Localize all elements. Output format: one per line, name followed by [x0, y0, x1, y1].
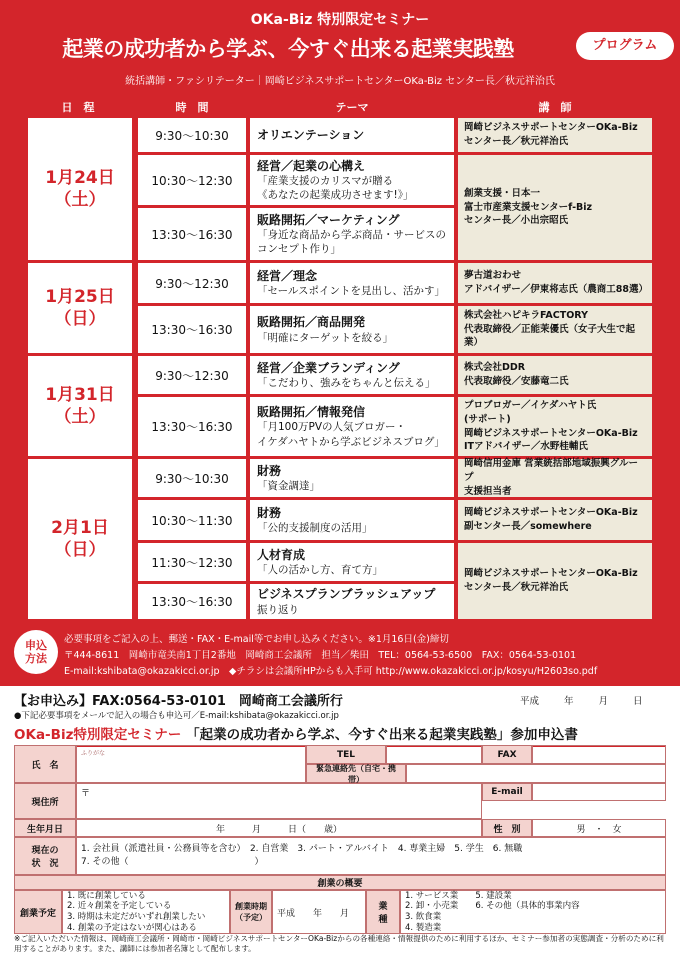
session-time: 13:30～16:30	[138, 208, 246, 260]
emergency-label: 緊急連絡先（自宅・携帯）	[306, 764, 406, 783]
session-time: 9:30～10:30	[138, 459, 246, 497]
fax-field[interactable]	[532, 745, 666, 764]
birth-label: 生年月日	[14, 819, 76, 837]
date-cell	[28, 263, 132, 353]
tel-field[interactable]	[386, 745, 482, 764]
theme-title: 経営／企業ブランディング	[257, 360, 400, 375]
speaker: 夢古道おわせ アドバイザー／伊東将志氏（農商工88選）	[458, 263, 652, 303]
speaker: 岡崎ビジネスサポートセンターOKa-Biz センター長／秋元祥治氏	[458, 118, 652, 152]
theme-detail: 「こだわり、強みをちゃんと伝える」	[257, 377, 436, 389]
session-theme	[250, 584, 454, 619]
col-theme: テーマ	[335, 101, 369, 114]
session-time: 9:30～12:30	[138, 356, 246, 394]
name-label: 氏 名	[14, 745, 76, 783]
session-time: 10:30～12:30	[138, 155, 246, 205]
date-cell	[28, 356, 132, 456]
seminar-org: OKa-Biz特別限定セミナー	[14, 727, 182, 743]
speaker: 岡崎ビジネスサポートセンターOKa-Biz センター長／秋元祥治氏	[458, 543, 652, 619]
theme-title: 人材育成	[257, 547, 306, 562]
theme-detail: 「明確にターゲットを絞る」	[257, 331, 394, 344]
session-theme	[250, 263, 454, 303]
session-theme	[250, 543, 454, 581]
plan-time-field[interactable]: 平成 年 月	[272, 890, 366, 934]
session-time: 9:30～12:30	[138, 263, 246, 303]
speaker: 創業支援・日本一 富士市産業支援センターf-Biz センター長／小出宗昭氏	[458, 155, 652, 260]
date: 1月25日	[45, 286, 115, 307]
form-title: 【お申込み】FAX:0564-53-0101 岡崎商工会議所行	[14, 694, 343, 709]
address-field[interactable]: 〒	[76, 783, 482, 819]
session-theme	[250, 500, 454, 540]
apply-label: 申込 方法	[14, 630, 58, 674]
date-cell	[28, 459, 132, 619]
name-field[interactable]: ふりがな	[76, 745, 306, 783]
speaker: プロブロガー／イケダハヤト氏 (サポート) 岡崎ビジネスサポートセンターOKa-Biz ITアドバイザー／水野桂輔氏	[458, 397, 652, 456]
gender-field[interactable]: 男 ・ 女	[532, 819, 666, 837]
theme-detail: 振り返り	[257, 603, 299, 616]
industry-options[interactable]: 1. サービス業 5. 建設業 2. 卸・小売業 6. その他（具体的事業内容 3. 飲食業 4. 製造業	[400, 890, 666, 934]
email-label: E-mail	[482, 783, 532, 801]
session-time: 9:30～10:30	[138, 118, 246, 152]
plan-options[interactable]: 1. 既に創業している 2. 近々創業を予定している 3. 時期は未定だがいずれ創業したい 4. 創業の予定はないが関心はある	[62, 890, 230, 934]
theme-title: 販路開拓／情報発信	[257, 405, 366, 420]
email-field[interactable]	[532, 783, 666, 801]
status-options[interactable]: 1. 会社員（派遣社員・公務員等を含む） 2. 自営業 3. パート・アルバイト 4. 専業主婦 5. 学生 6. 無職 7. その他（ ）	[76, 837, 666, 875]
theme-title: 販路開拓／マーケティング	[257, 212, 400, 227]
date: 2月1日	[51, 517, 109, 538]
program-badge: プログラム	[576, 32, 674, 60]
industry-label: 業 種	[366, 890, 400, 934]
apply-line: 必要事項をご記入の上、郵送・FAX・E-mail等でお申し込みください。※1月16日(金)締切	[64, 634, 449, 645]
weekday: （土）	[54, 190, 106, 210]
form-note: ●下記必要事項をメールで記入の場合も申込可／E-mail:kshibata@okazakicci.or.jp	[14, 711, 339, 721]
theme-detail: 「月100万PVの人気ブロガー・ イケダハヤトから学ぶビジネスブログ」	[257, 421, 445, 448]
col-date: 日 程	[61, 101, 95, 114]
session-time: 13:30～16:30	[138, 397, 246, 456]
speaker: 株式会社DDR 代表取締役／安藤竜二氏	[458, 356, 652, 394]
speaker: 株式会社ハピキラFACTORY 代表取締役／正能茉優氏（女子大生で起業）	[458, 306, 652, 353]
speaker: 岡崎信用金庫 営業統括部地域振興グループ 支援担当者	[458, 459, 652, 497]
col-speaker: 講 師	[538, 101, 572, 114]
session-theme	[250, 155, 454, 205]
seminar-name: 「起業の成功者から学ぶ、今すぐ出来る起業実践塾」参加申込書	[186, 727, 578, 743]
theme-title: 財務	[257, 505, 282, 520]
date: 1月24日	[45, 167, 115, 188]
session-time: 10:30～11:30	[138, 500, 246, 540]
theme-title: 経営／理念	[257, 268, 318, 283]
weekday: （日）	[54, 540, 106, 560]
session-time: 13:30～16:30	[138, 306, 246, 353]
session-theme	[250, 118, 454, 152]
theme-detail: 「産業支援のカリスマが贈る 《あなたの起業成功させます!》」	[257, 174, 414, 202]
plan-time-label: 創業時期 （予定）	[230, 890, 272, 934]
emergency-field[interactable]	[406, 764, 666, 783]
plan-label: 創業予定	[14, 890, 62, 934]
date: 1月31日	[45, 384, 115, 405]
theme-detail: 「セールスポイントを見出し、活かす」	[257, 285, 446, 297]
session-theme	[250, 397, 454, 456]
session-theme	[250, 356, 454, 394]
gender-label: 性 別	[482, 819, 532, 837]
form-date: 平成 年 月 日	[520, 696, 643, 707]
address-label: 現住所	[14, 783, 76, 819]
col-time: 時 間	[175, 101, 209, 114]
weekday: （土）	[54, 407, 106, 427]
theme-title: 経営／起業の心構え	[257, 158, 366, 173]
tel-label: TEL	[306, 745, 386, 764]
theme-title: ビジネスプランブラッシュアップ	[257, 587, 436, 602]
privacy-note: ※ご記入いただいた情報は、岡崎商工会議所・岡崎市・岡崎ビジネスサポートセンターOKa-Bizからの各種連絡・情報提供のために利用するほか、セミナー参加者の実態調査・分析のために利用することがあります。また、講師には参加者名簿として配布します。	[14, 934, 664, 953]
date-cell	[28, 118, 132, 260]
seminar-title	[14, 723, 666, 747]
session-theme	[250, 306, 454, 353]
session-theme	[250, 208, 454, 260]
theme-detail: 「身近な商品から学ぶ商品・サービスの コンセプト作り」	[257, 228, 446, 256]
speaker: 岡崎ビジネスサポートセンターOKa-Biz 副センター長／somewhere	[458, 500, 652, 540]
instructor-line: 統括講師・ファシリテーター｜岡崎ビジネスサポートセンターOKa-Biz センター長／秋元祥治氏	[125, 76, 555, 87]
theme-detail: 「人の活かし方、育て方」	[257, 564, 383, 576]
apply-email[interactable]: E-mail:kshibata@okazakicci.or.jp ◆チラシは会議所HPからも入手可 http://www.okazakicci.or.jp/kosyu/H2603so.pdf	[64, 666, 598, 677]
title-top: OKa-Biz 特別限定セミナー	[250, 12, 430, 28]
weekday: （日）	[54, 309, 106, 329]
page-title: 起業の成功者から学ぶ、今すぐ出来る起業実践塾	[62, 37, 514, 61]
status-label: 現在の 状 況	[14, 837, 76, 875]
theme-title: 販路開拓／商品開発	[257, 315, 366, 330]
theme-title: オリエンテーション	[257, 127, 365, 142]
session-time: 11:30～12:30	[138, 543, 246, 581]
theme-title: 財務	[257, 463, 282, 478]
birth-field[interactable]: 年 月 日（ 歳）	[76, 819, 482, 837]
theme-detail: 「公的支援制度の活用」	[257, 522, 373, 534]
theme-detail: 「資金調達」	[257, 480, 320, 492]
session-theme	[250, 459, 454, 497]
fax-label: FAX	[482, 745, 532, 764]
plan-heading: 創業の概要	[14, 875, 666, 890]
session-time: 13:30～16:30	[138, 584, 246, 619]
apply-address: 〒444-8611 岡崎市竜美南1丁目2番地 岡崎商工会議所 担当／柴田 TEL：0564-53-6500 FAX：0564-53-0101	[64, 650, 577, 661]
